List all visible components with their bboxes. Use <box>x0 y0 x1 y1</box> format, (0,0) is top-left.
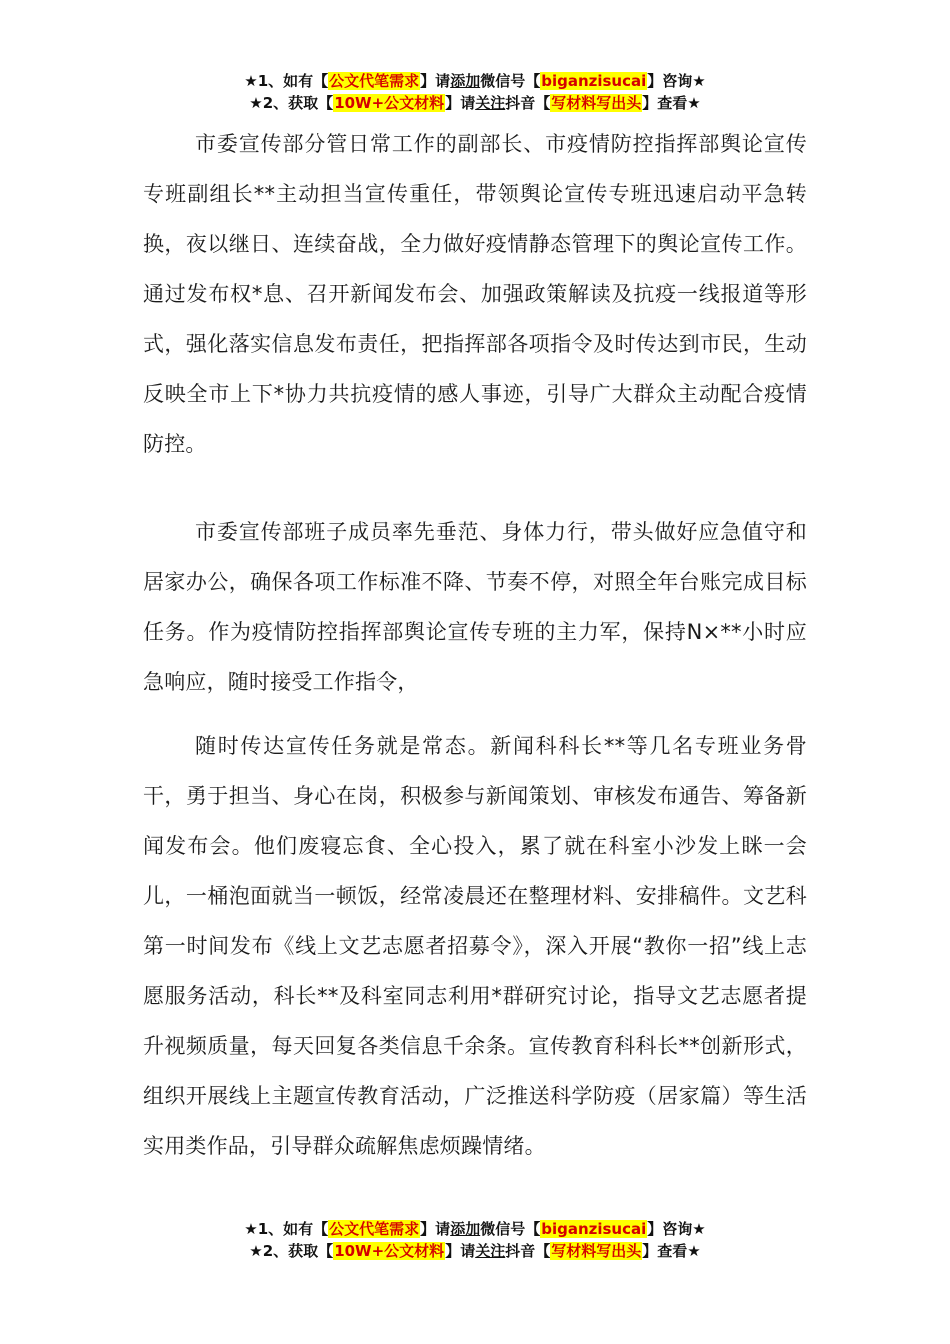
banner-text: 】请 <box>445 1242 476 1260</box>
highlight-douyin-account: 写材料写出头 <box>551 94 642 112</box>
banner-line-1 <box>0 1218 950 1240</box>
banner-text: 抖音【 <box>505 1242 551 1260</box>
paragraph-3: 随时传达宣传任务就是常态。新闻科科长**等几名专班业务骨干，勇于担当、身心在岗，积极参与新闻策划、审核发布通告、筹备新闻发布会。他们废寝忘食、全心投入，累了就在科室小沙发上眯一会儿，一桶泡面就当一顿饭，经常凌晨还在整理材料、安排稿件。文艺科第一时间发布《线上文艺志愿者招募令》，深入开展“教你一招”线上志愿服务活动，科长**及科室同志利用*群研究讨论，指导文艺志愿者提升视频质量，每天回复各类信息千余条。宣传教育科科长**创新形式，组织开展线上主题宣传教育活动，广泛推送科学防疫（居家篇）等生活实用类作品，引导群众疏解焦虑烦躁情绪。 <box>143 734 807 1158</box>
banner-line-2 <box>0 1240 950 1262</box>
highlight-wechat-id: biganzisucai <box>541 1220 647 1238</box>
highlight-service: 公文代笔需求 <box>329 1220 420 1238</box>
highlight-service: 公文代笔需求 <box>329 72 420 90</box>
underlined-keyword: 添加 <box>450 72 481 90</box>
underlined-keyword: 关注 <box>475 1242 506 1260</box>
underlined-keyword: 关注 <box>475 94 506 112</box>
banner-text: 微信号【 <box>480 1220 541 1238</box>
underlined-keyword: 添加 <box>450 1220 481 1238</box>
paragraph-1: 市委宣传部分管日常工作的副部长、市疫情防控指挥部舆论宣传专班副组长**主动担当宣传重任，带领舆论宣传专班迅速启动平急转换，夜以继日、连续奋战，全力做好疫情静态管理下的舆论宣传工作。通过发布权*息、召开新闻发布会、加强政策解读及抗疫一线报道等形式，强化落实信息发布责任，把指挥部各项指令及时传达到市民，生动反映全市上下*协力共抗疫情的感人事迹，引导广大群众主动配合疫情防控。 <box>143 132 807 456</box>
banner-text: 】请 <box>445 94 476 112</box>
highlight-materials: 10W+公文材料 <box>334 94 445 112</box>
document-body <box>143 119 807 1171</box>
banner-text: 】咨询★ <box>647 72 706 90</box>
banner-text: 】请 <box>420 72 451 90</box>
banner-text: ★1、如有【 <box>244 1220 329 1238</box>
footer-banner <box>0 1218 950 1262</box>
banner-text: 】查看★ <box>642 1242 701 1260</box>
banner-text: 微信号【 <box>480 72 541 90</box>
banner-text: ★1、如有【 <box>244 72 329 90</box>
banner-text: 】查看★ <box>642 94 701 112</box>
header-banner <box>0 70 950 114</box>
banner-text: ★2、获取【 <box>249 1242 334 1260</box>
banner-text: 】请 <box>420 1220 451 1238</box>
banner-text: 抖音【 <box>505 94 551 112</box>
banner-text: 】咨询★ <box>647 1220 706 1238</box>
paragraph-2: 市委宣传部班子成员率先垂范、身体力行，带头做好应急值守和居家办公，确保各项工作标准不降、节奏不停，对照全年台账完成目标任务。作为疫情防控指挥部舆论宣传专班的主力军，保持N×**小时应急响应，随时接受工作指令， <box>143 520 807 694</box>
banner-text: ★2、获取【 <box>249 94 334 112</box>
banner-line-2 <box>0 92 950 114</box>
highlight-wechat-id: biganzisucai <box>541 72 647 90</box>
highlight-materials: 10W+公文材料 <box>334 1242 445 1260</box>
highlight-douyin-account: 写材料写出头 <box>551 1242 642 1260</box>
banner-line-1 <box>0 70 950 92</box>
